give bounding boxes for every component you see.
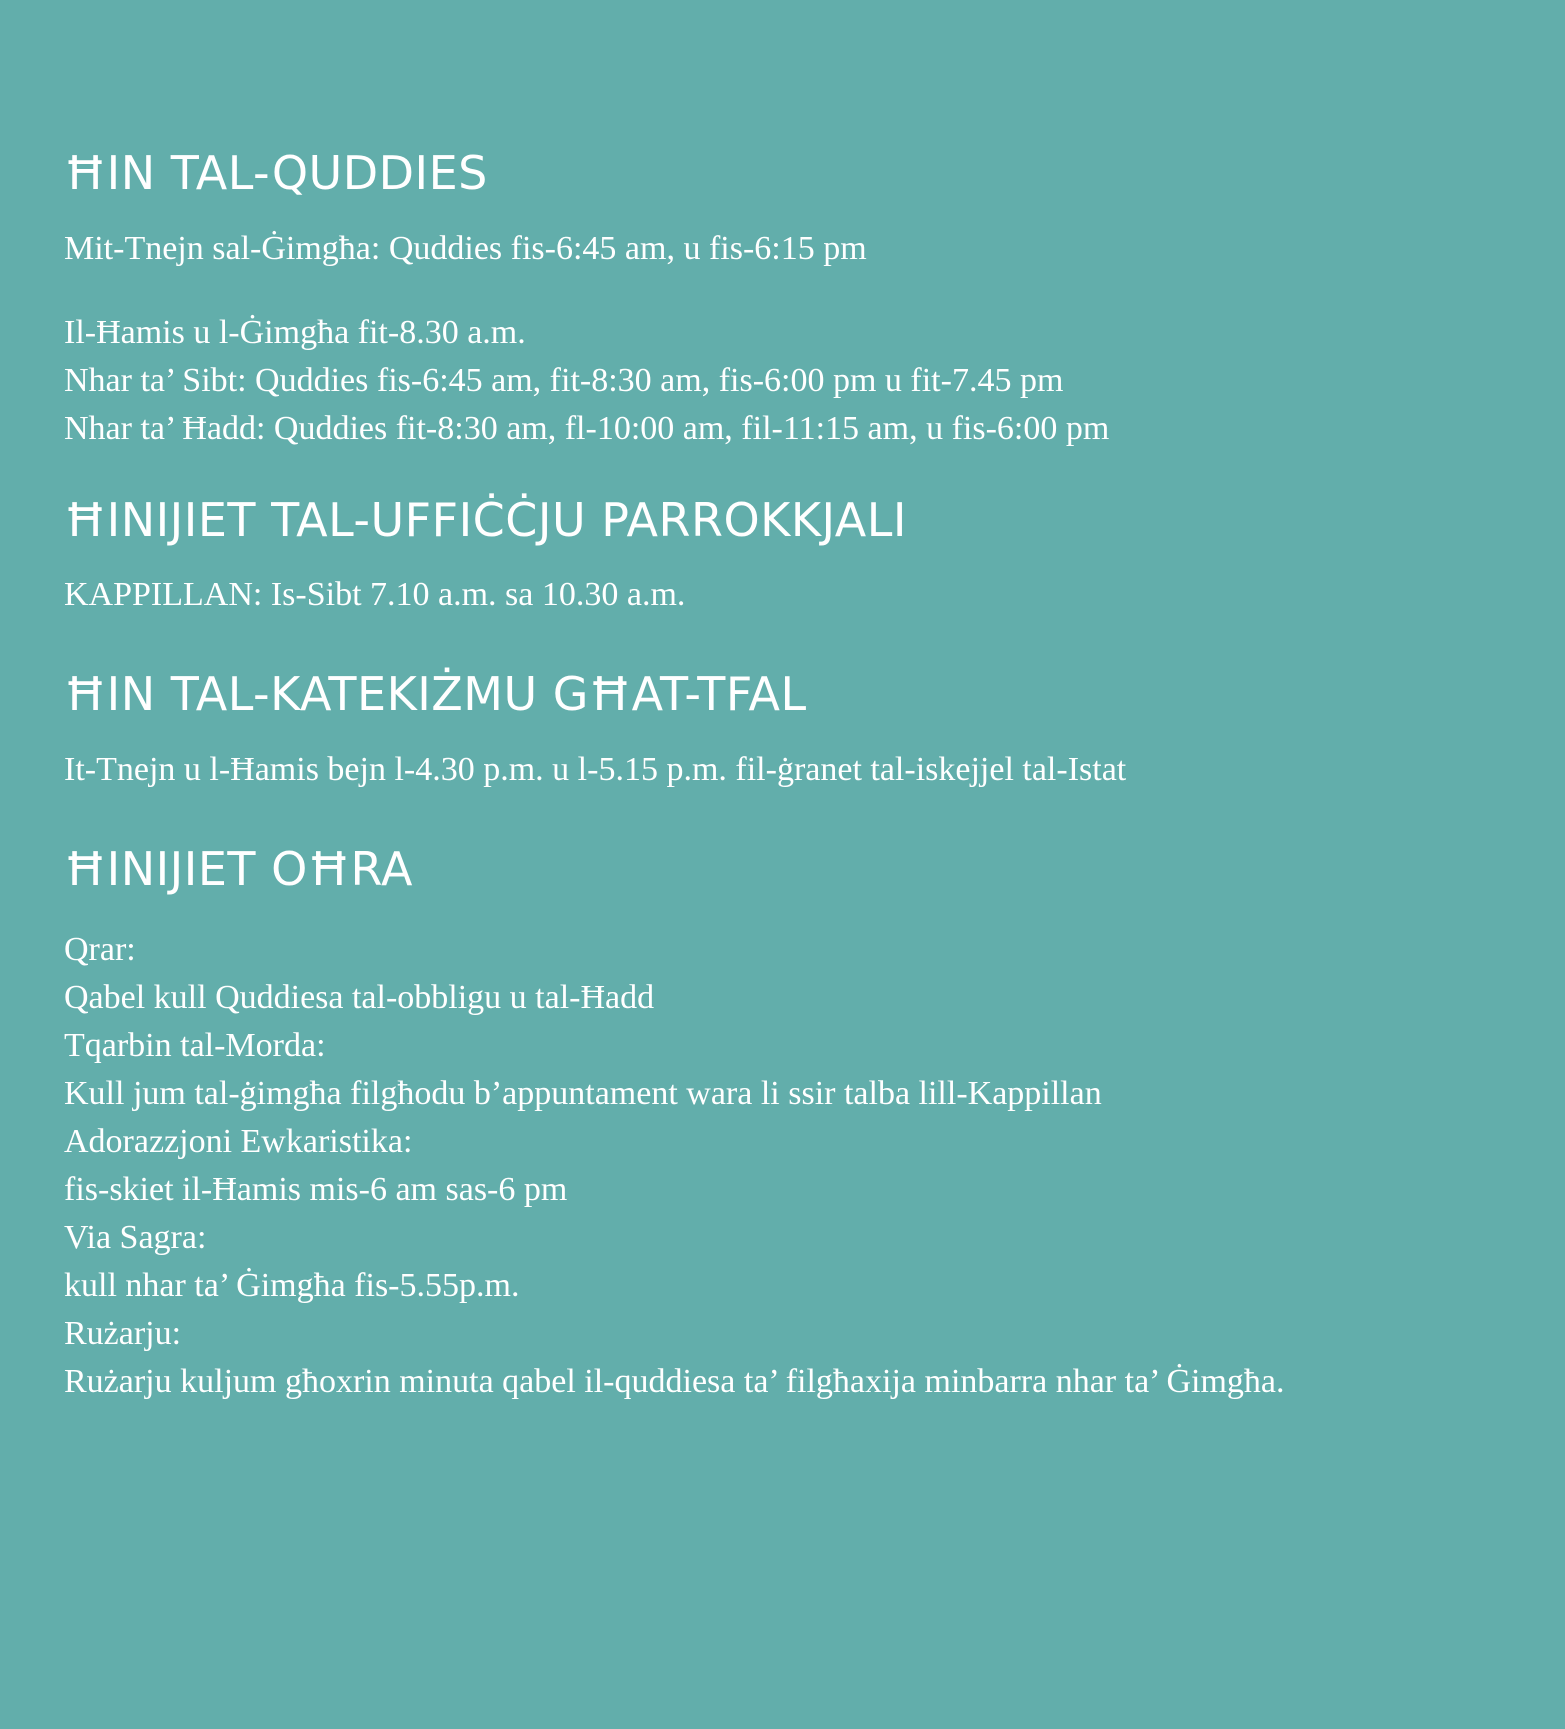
- heading-catechism: ĦIN TAL-KATEKIŻMU GĦAT-TFAL: [64, 667, 807, 722]
- other-item-label: Tqarbin tal-Morda:: [64, 1027, 326, 1065]
- section-other-times: [64, 841, 1524, 1407]
- schedule-page: [64, 148, 1524, 1406]
- other-item-label: Via Sagra:: [64, 1219, 207, 1257]
- other-item-confession: [64, 926, 1524, 1022]
- other-item-label: Qrar:: [64, 931, 136, 969]
- other-item-label: Adorazzjoni Ewkaristika:: [64, 1123, 413, 1161]
- other-item-communion-sick: [64, 1022, 1524, 1118]
- other-item-text: Qabel kull Quddiesa tal-obbligu u tal-Ħadd: [64, 979, 655, 1017]
- section-parish-office: [64, 492, 1524, 620]
- other-item-adoration: [64, 1118, 1524, 1214]
- heading-mass-times: ĦIN TAL-QUDDIES: [64, 146, 488, 200]
- catechism-hours: It-Tnejn u l-Ħamis bejn l-4.30 p.m. u l-5.15 p.m. fil-ġranet tal-iskejjel tal-Istat: [64, 750, 1127, 788]
- other-item-via-sagra: [64, 1214, 1524, 1310]
- other-item-text: Kull jum tal-ġimgħa filgħodu b’appuntament wara li ssir talba lill-Kappillan: [64, 1075, 1102, 1113]
- section-catechism: [64, 669, 1524, 794]
- other-item-rosary: [64, 1310, 1524, 1406]
- mass-times-thursday-friday: Il-Ħamis u l-Ġimgħa fit-8.30 a.m.: [64, 313, 526, 351]
- mass-times-weekdays: Mit-Tnejn sal-Ġimgħa: Quddies fis-6:45 am, u fis-6:15 pm: [64, 229, 867, 267]
- other-item-text: fis-skiet il-Ħamis mis-6 am sas-6 pm: [64, 1171, 568, 1209]
- section-mass-times: [64, 148, 1524, 453]
- other-item-text: Rużarju kuljum għoxrin minuta qabel il-quddiesa ta’ filgħaxija minbarra nhar ta’ Ġimgħa.: [64, 1363, 1285, 1401]
- other-item-label: Rużarju:: [64, 1315, 182, 1353]
- other-item-text: kull nhar ta’ Ġimgħa fis-5.55p.m.: [64, 1267, 520, 1305]
- mass-times-saturday: Nhar ta’ Sibt: Quddies fis-6:45 am, fit-8:30 am, fis-6:00 pm u fit-7.45 pm: [64, 361, 1064, 399]
- mass-times-sunday: Nhar ta’ Ħadd: Quddies fit-8:30 am, fl-10:00 am, fil-11:15 am, u fis-6:00 pm: [64, 409, 1110, 447]
- office-hours-parish-priest: KAPPILLAN: Is-Sibt 7.10 a.m. sa 10.30 a.m.: [64, 576, 686, 614]
- heading-parish-office: ĦINIJIET TAL-UFFIĊĊJU PARROKKJALI: [64, 492, 907, 547]
- mass-times-weekend: [64, 357, 1524, 453]
- heading-other-times: ĦINIJIET OĦRA: [64, 841, 414, 896]
